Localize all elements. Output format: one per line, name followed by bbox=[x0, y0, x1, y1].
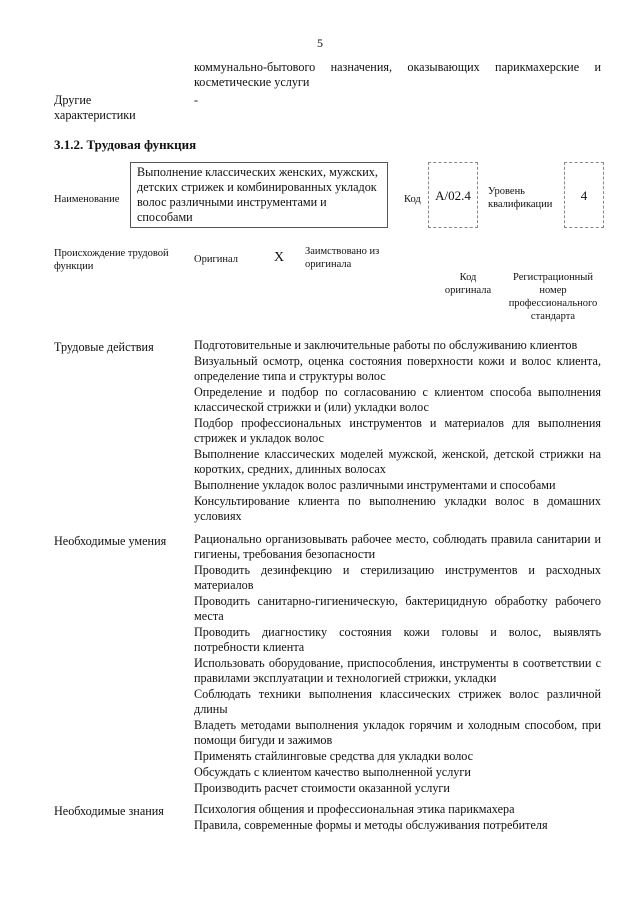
name-label: Наименование bbox=[54, 194, 120, 205]
original-mark: Х bbox=[274, 250, 285, 265]
function-name-box bbox=[130, 162, 388, 228]
list-item: Рационально организовывать рабочее место, соблюдать правила санитарии и гигиены, требования безопасности bbox=[194, 532, 601, 561]
borrowed-label: Заимствовано из оригинала bbox=[305, 246, 380, 270]
list-item: Визуальный осмотр, оценка состояния поверхности кожи и волос клиента, определение типа и структуры волос bbox=[194, 354, 601, 383]
level-value: 4 bbox=[580, 187, 588, 203]
list-item: Владеть методами выполнения укладок горячим и холодным способом, при помощи бигуди и зажимов bbox=[194, 718, 601, 747]
required-knowledge-label: Необходимые знания bbox=[54, 804, 164, 818]
list-item: Психология общения и профессиональная этика парикмахера bbox=[194, 802, 515, 816]
required-skills-list bbox=[194, 532, 601, 797]
code-label: Код bbox=[404, 194, 421, 205]
origin-label: Происхождение трудовой функции bbox=[54, 248, 169, 272]
labor-actions-list bbox=[194, 338, 601, 525]
list-item: Подготовительные и заключительные работы по обслуживанию клиентов bbox=[194, 338, 578, 352]
list-item: Применять стайлинговые средства для укладки волос bbox=[194, 749, 474, 763]
list-item: Обсуждать с клиентом качество выполненной услуги bbox=[194, 765, 471, 779]
code-original-label: Код оригинала bbox=[444, 272, 492, 296]
list-item: Производить расчет стоимости оказанной услуги bbox=[194, 781, 450, 795]
list-item: Подбор профессиональных инструментов и материалов для выполнения стрижек и укладок волос bbox=[194, 416, 601, 445]
section-title: 3.1.2. Трудовая функция bbox=[54, 137, 197, 152]
page-number: 5 bbox=[317, 36, 323, 50]
top-continuation-text: коммунально-бытового назначения, оказывающих парикмахерские и косметические услуги bbox=[194, 60, 601, 89]
list-item: Проводить дезинфекцию и стерилизацию инструментов и расходных материалов bbox=[194, 563, 601, 592]
list-item: Проводить санитарно-гигиеническую, бактерицидную обработку рабочего места bbox=[194, 594, 601, 623]
labor-actions-label: Трудовые действия bbox=[54, 340, 154, 354]
list-item: Определение и подбор по согласованию с клиентом способа выполнения классической стрижки и (или) укладки волос bbox=[194, 385, 601, 414]
list-item: Правила, современные формы и методы обслуживания потребителя bbox=[194, 818, 548, 832]
list-item: Проводить диагностику состояния кожи головы и волос, выявлять потребности клиента bbox=[194, 625, 601, 654]
reg-number-label: Регистрационный номер профессионального стандарта bbox=[508, 272, 598, 322]
list-item: Консультирование клиента по выполнению укладки волос в домашних условиях bbox=[194, 494, 601, 523]
list-item: Соблюдать техники выполнения классических стрижек волос различной длины bbox=[194, 687, 601, 716]
code-value: А/02.4 bbox=[435, 187, 471, 203]
required-knowledge-list bbox=[194, 802, 601, 834]
level-label: Уровень квалификации bbox=[488, 186, 553, 210]
list-item: Использовать оборудование, приспособления, инструменты в соответствии с правилами эксплуатации и технологией стрижки, укладки bbox=[194, 656, 601, 685]
code-box bbox=[428, 162, 478, 228]
original-label: Оригинал bbox=[194, 254, 238, 265]
level-box bbox=[564, 162, 604, 228]
other-characteristics-value: - bbox=[194, 93, 199, 107]
list-item: Выполнение укладок волос различными инструментами и способами bbox=[194, 478, 556, 492]
other-characteristics-label: Другие характеристики bbox=[54, 93, 136, 122]
required-skills-label: Необходимые умения bbox=[54, 534, 167, 548]
list-item: Выполнение классических моделей мужской, женской, детской стрижки на коротких, средних, длинных волосах bbox=[194, 447, 601, 476]
function-name-value: Выполнение классических женских, мужских, детских стрижек и комбинированных укладок волос различными инструментами и способами bbox=[137, 165, 378, 224]
